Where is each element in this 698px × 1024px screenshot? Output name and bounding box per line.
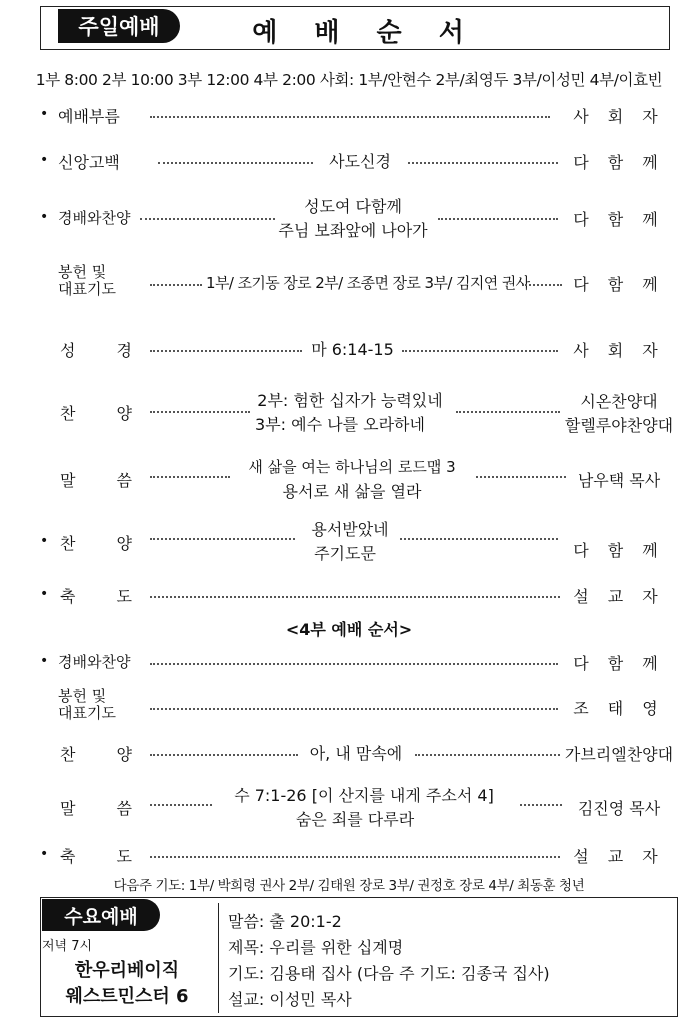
item-leader: 시온찬양대: [580, 392, 658, 411]
bullet: •: [40, 846, 49, 862]
dot-leader: [402, 350, 558, 352]
item-content: 사도신경: [329, 152, 391, 171]
item-label: 예배부름: [58, 107, 120, 126]
dot-leader: [150, 754, 298, 756]
dot-leader: [150, 411, 250, 413]
dot-leader: [150, 804, 212, 806]
item-leader: 다 함 께: [573, 153, 665, 172]
item-leader: 설 교 자: [573, 587, 665, 606]
item-leader: 김진영 목사: [577, 799, 661, 818]
dot-leader: [150, 350, 302, 352]
bullet: •: [40, 106, 49, 122]
sunday-service-badge: 주일예배: [58, 9, 180, 43]
item-label: 대표기도: [58, 704, 116, 722]
dot-leader: [400, 538, 558, 540]
item-leader: 다 함 께: [573, 210, 665, 229]
item-label: 신앙고백: [58, 153, 120, 172]
dot-leader: [408, 162, 558, 164]
next-week-prayer: 다음주 기도: 1부/ 박희령 권사 2부/ 김태원 장로 3부/ 권정호 장로 4부/ 최동훈 청년: [113, 878, 585, 894]
bullet: •: [40, 152, 49, 168]
dot-leader: [438, 218, 558, 220]
wednesday-series-title: 한우리베이직 웨스트민스터 6: [65, 960, 189, 1007]
item-content: 마 6:14-15: [311, 340, 394, 359]
dot-leader: [150, 596, 560, 598]
item-label: 봉헌 및: [58, 687, 107, 705]
bullet: •: [40, 586, 49, 602]
item-label: 찬 양: [60, 404, 132, 423]
item-leader: 다 함 께: [573, 654, 665, 673]
dot-leader: [520, 804, 562, 806]
section-4-title: <4부 예배 순서>: [285, 620, 413, 639]
dot-leader: [140, 218, 275, 220]
dot-leader: [150, 284, 202, 286]
item-label: 찬 양: [60, 534, 132, 553]
item-leader: 다 함 께: [573, 275, 665, 294]
wednesday-time: 저녁 7시: [42, 939, 93, 954]
item-label: 성 경: [60, 341, 132, 360]
wednesday-divider: [218, 903, 219, 1013]
bullet: •: [40, 209, 49, 225]
wednesday-scripture: 말씀: 출 20:1-2: [228, 912, 342, 931]
bullet: •: [40, 533, 49, 549]
dot-leader: [476, 476, 566, 478]
item-content: 1부/ 조기동 장로 2부/ 조종면 장로 3부/ 김지연 권사: [206, 274, 530, 292]
service-times: 1부 8:00 2부 10:00 3부 12:00 4부 2:00 사회: 1부/안현수 2부/최영두 3부/이성민 4부/이효빈: [35, 71, 663, 89]
item-leader: 조 태 영: [573, 699, 665, 718]
dot-leader: [150, 538, 295, 540]
item-leader: 사 회 자: [573, 107, 665, 126]
item-label: 찬 양: [60, 745, 132, 764]
bullet: •: [40, 653, 49, 669]
dot-leader: [415, 754, 560, 756]
item-leader: 남우택 목사: [577, 471, 661, 490]
dot-leader: [150, 856, 560, 858]
item-label: 봉헌 및: [58, 263, 107, 281]
item-leader: 가브리엘찬양대: [564, 745, 674, 764]
dot-leader: [158, 162, 313, 164]
dot-leader: [150, 116, 550, 118]
item-leader: 사 회 자: [573, 341, 665, 360]
wednesday-sermon-title: 제목: 우리를 위한 십계명: [228, 938, 404, 957]
dot-leader: [456, 411, 560, 413]
item-label: 경배와찬양: [58, 209, 131, 227]
wednesday-prayer: 기도: 김용태 집사 (다음 주 기도: 김종국 집사): [228, 964, 550, 983]
item-content: 용서로 새 삶을 열라: [282, 482, 422, 501]
item-content: 3부: 예수 나를 오라하네: [255, 415, 425, 434]
item-label: 축 도: [60, 587, 132, 606]
page-title: 예 배 순 서: [252, 18, 478, 48]
item-label: 대표기도: [58, 280, 116, 298]
item-content: 주기도문: [314, 544, 376, 563]
dot-leader: [522, 284, 562, 286]
item-leader: 할렐루야찬양대: [564, 416, 674, 435]
wednesday-preacher: 설교: 이성민 목사: [228, 990, 352, 1009]
dot-leader: [150, 663, 558, 665]
dot-leader: [150, 708, 558, 710]
item-content: 2부: 험한 십자가 능력있네: [257, 391, 443, 410]
item-content: 숨은 죄를 다루라: [295, 810, 415, 829]
item-label: 경배와찬양: [58, 653, 131, 671]
item-label: 축 도: [60, 847, 132, 866]
item-content: 용서받았네: [311, 520, 389, 539]
item-content: 성도여 다함께: [304, 197, 402, 216]
item-label: 말 씀: [60, 799, 132, 818]
item-leader: 다 함 께: [573, 541, 665, 560]
item-label: 말 씀: [60, 471, 132, 490]
item-leader: 설 교 자: [573, 847, 665, 866]
item-content: 새 삶을 여는 하나님의 로드맵 3: [248, 458, 456, 476]
item-content: 주님 보좌앞에 나아가: [278, 221, 428, 240]
wednesday-badge: 수요예배: [42, 899, 160, 931]
item-content: 수 7:1-26 [이 산지를 내게 주소서 4]: [234, 786, 494, 805]
item-content: 아, 내 맘속에: [309, 744, 403, 763]
dot-leader: [150, 476, 230, 478]
